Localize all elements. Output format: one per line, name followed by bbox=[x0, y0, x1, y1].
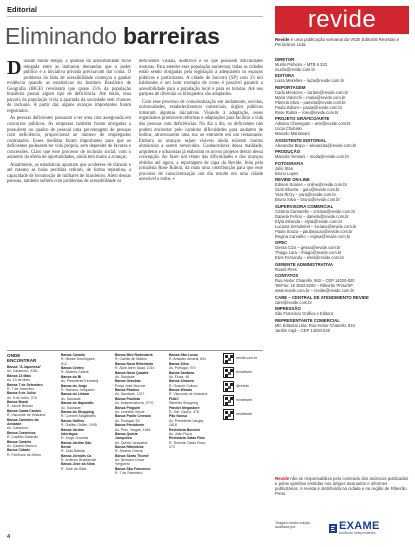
newsstand-entry bbox=[115, 423, 155, 432]
newsstand-name: Banca Jornalis Ca bbox=[61, 453, 92, 458]
newsstand-entry bbox=[115, 406, 155, 415]
newsstand-name: Banca Santo Thomé bbox=[115, 453, 149, 458]
staff-member: Bruno Lopes bbox=[275, 170, 299, 176]
newsstand-name: Banca Cidade bbox=[7, 448, 31, 453]
section-rule bbox=[7, 16, 263, 17]
newsstand-entry bbox=[7, 383, 47, 392]
staff-role: PROJETO GRÁFICO/ARTE bbox=[275, 116, 330, 121]
newsstand-entry bbox=[61, 462, 101, 471]
exame-text-block bbox=[339, 521, 380, 535]
newsstand-entry bbox=[61, 353, 101, 366]
disclaimer bbox=[275, 476, 409, 496]
newsstand-address: Av. Senador César Vergueiro bbox=[115, 458, 145, 467]
paragraph-text: Com esse processo de conscientização em andamento, escolas, universidades, estabelecimentos comerciais, órgãos públicos tomaram algumas iniciativas. Visando à adaptação, esses organismos promovem reformas e adaptações para facilitar a vida das pessoas com deficiências. No dia a dia, os deficientes não podem encontrar pelo caminho dificuldades para andarem de ônibus, atravessarem uma rua ou entrarem em um restaurante. Embora os avanços sejam visíveis ainda existem muitos obstáculos a serem removidos. Conhecedores dessa realidade, arquitetos e urbanistas já elaboram os novos projetos dentro dessa concepção. Ao fazer um relato das dificuldades e dos avanços obtidos até agora, a reportagem de capa da Revide, feita pela jornalista Rose Rubini, dá mais uma contribuição para que esse processo de conscientização um dia resulte em uma cidade acessível a todos. bbox=[139, 99, 263, 183]
qr-label: revideweb bbox=[236, 370, 252, 375]
where-title: ONDE ENCONTRAR bbox=[7, 353, 37, 363]
newsstand-entry bbox=[7, 431, 47, 440]
newsstand-name: Banca Quinta Junqueira bbox=[115, 432, 138, 441]
newsstand-entry bbox=[115, 371, 155, 380]
staff-role: IMPRESSÃO bbox=[275, 306, 301, 311]
staff-role: FOTOGRAFIA bbox=[275, 160, 304, 166]
staff-member: Carla Menezes – carlam@revide.com.br bbox=[275, 89, 349, 95]
newsstand-entry bbox=[169, 428, 209, 437]
newsstand-entry bbox=[7, 365, 47, 374]
article-headline bbox=[5, 24, 267, 49]
page-number: 4 bbox=[7, 534, 11, 540]
staff-member: Marcela Versiani – moda@revide.com.br bbox=[275, 154, 350, 159]
newsstand-address: Ribeirão Shopping bbox=[169, 401, 198, 406]
newsstand-entry bbox=[115, 467, 155, 476]
newsstand-address: R. Álvares Cabral bbox=[61, 370, 89, 375]
staff-member: Paula Zuliani – paula@revide.com.br bbox=[275, 104, 343, 110]
staff-role: REPRESENTANTE COMERCIAL bbox=[275, 317, 340, 323]
newsstand-name: Pandor Megastore bbox=[169, 405, 200, 410]
qr-item[interactable] bbox=[223, 367, 263, 378]
newsstand-entry bbox=[115, 445, 155, 454]
headline-light: Eliminando bbox=[5, 23, 117, 49]
newsstand-entry bbox=[169, 436, 209, 449]
qr-code-icon[interactable] bbox=[223, 367, 234, 378]
footer bbox=[275, 521, 409, 535]
article-column-2 bbox=[139, 59, 263, 187]
article-paragraph: As pessoas deficientes passaram a ter uma cota assegurada em concursos públicos. As empresas também foram obrigadas a possuírem no quadro de pessoal uma porcentagem de pessoas com deficiência, proporcional ao número de empregados contratados. Esses medidas foram importantes para que os deficientes pudessem ter vida própria, sem depender de favores e concessões. Claro que esse processo de inclusão social, com o aumento da oferta de oportunidades, ainda tem muito a avançar. bbox=[7, 116, 131, 161]
disclaimer-bold: Revide bbox=[275, 476, 290, 481]
staff-member: Gutti Silveira – guto@revide.com.br bbox=[275, 187, 340, 192]
newsstand-address: Av. Portugal, 974 bbox=[169, 366, 196, 371]
where-list bbox=[7, 365, 47, 457]
newsstand-name: Banca do Shopping bbox=[61, 409, 94, 414]
signoff-mark: ▪ bbox=[172, 177, 175, 183]
newsstand-entry bbox=[169, 362, 209, 371]
newsstand-entry bbox=[61, 392, 101, 401]
staff-role: GERENTE ADMINISTRATIVA bbox=[275, 261, 333, 267]
newsstand-address: Av. Caramuru, 2181 bbox=[7, 369, 38, 374]
staff-member: Murilo Pinheiro – MTB 6.333 bbox=[275, 61, 327, 67]
newsstand-entry bbox=[61, 401, 101, 410]
newsstand-address: Av. Caramuru bbox=[7, 426, 29, 431]
qr-label: revide.com.br bbox=[236, 356, 258, 361]
staff-role: REPORTAGEM bbox=[275, 84, 306, 90]
where-column bbox=[169, 353, 209, 476]
newsstand-address: R. Mariana Junqueira bbox=[61, 387, 95, 392]
newsstand-entry bbox=[115, 353, 155, 362]
newsstand-name: Banca Centro bbox=[61, 366, 84, 371]
newsstand-address: Av. Leonildo Veloni bbox=[115, 409, 145, 414]
newsstand-entry bbox=[115, 362, 155, 371]
newsstand-address: R. José da Silva bbox=[61, 466, 87, 471]
staff-member: Adriano Chiaregato – arte@revide.com.br bbox=[275, 121, 351, 126]
exame-subtitle: Auditores Independentes bbox=[339, 531, 376, 535]
qr-item[interactable] bbox=[223, 395, 263, 406]
newsstand-entry bbox=[115, 454, 155, 467]
where-list bbox=[169, 353, 209, 449]
staff-role: CONTATOS bbox=[275, 273, 299, 278]
newsstand-name: Revistaria Catas Rios bbox=[169, 436, 205, 441]
newsstand-name: Banca São Lucas bbox=[169, 353, 198, 357]
qr-label: @revide bbox=[236, 384, 250, 389]
newsstand-entry bbox=[169, 406, 209, 415]
qr-label: revideweb bbox=[236, 412, 252, 417]
newsstand-address: R. Jorge Gouveia bbox=[61, 436, 89, 441]
newsstand-name: Banca Ponto Cerrado bbox=[115, 414, 151, 419]
newsstand-name: Banca Cravinhos bbox=[7, 430, 36, 435]
masthead-intro-bold: Revide bbox=[275, 37, 290, 42]
newsstand-entry bbox=[61, 375, 101, 384]
newsstand-address: R. Coronel Magalhães bbox=[61, 414, 96, 419]
where-column bbox=[115, 353, 155, 476]
newsstand-address: Av. Saudade bbox=[61, 405, 81, 410]
newsstand-address: R. João Batista bbox=[61, 449, 85, 454]
newsstand-name: Banca Paraíso bbox=[115, 388, 140, 393]
newsstand-name: Banca 9 de Julho bbox=[7, 391, 36, 396]
newsstand-name: Banca Santana bbox=[169, 370, 195, 375]
newsstand-name: Revistaria Bonomi bbox=[169, 427, 200, 432]
qr-column bbox=[223, 353, 263, 476]
section-header bbox=[7, 5, 263, 17]
staff-member: Bruno Silva – bruno@revide.com.br bbox=[275, 197, 340, 202]
newsstand-address: R. Nestor Domingues, 812 bbox=[61, 357, 96, 366]
newsstand-address: Av. Presidente Kennedy bbox=[61, 379, 99, 384]
revide-logo bbox=[275, 6, 409, 34]
staff-member: Alexandra Bispo – alexandra@revide.com.br bbox=[275, 142, 357, 148]
article-column-1 bbox=[7, 59, 131, 187]
newsstand-name: Banca do Bi bbox=[61, 374, 82, 379]
newsstand-entry bbox=[61, 454, 101, 463]
staff-member: Jardim Irajá – CEP 14020-520 bbox=[275, 327, 330, 333]
newsstand-name: Banca Canta Cantos bbox=[7, 408, 42, 413]
staff-member: Luciana Semoleiret – luciana@revide.com.br bbox=[275, 223, 357, 229]
staff-member: Roseli Pires bbox=[275, 266, 297, 272]
headline-bold: barreiras bbox=[123, 23, 220, 49]
newsstand-name: Banca Cavalio bbox=[61, 353, 85, 357]
newsstand-address: R. Florêncio de Abreu bbox=[7, 452, 41, 457]
newsstand-entry bbox=[7, 448, 47, 457]
newsstand-address: Av. 9 de Julho, 378 bbox=[7, 395, 37, 400]
newsstand-name: Pão Nossa bbox=[169, 414, 187, 419]
where-list bbox=[115, 353, 155, 476]
newsstand-address: R. Gal. Osório, 376 bbox=[169, 409, 199, 414]
newsstand-entry bbox=[169, 379, 209, 388]
newsstand-name: Banca do Lisboa bbox=[61, 392, 90, 397]
staff-member: Pâmela Silva – pamela@revide.com.br bbox=[275, 99, 346, 105]
newsstand-address: Av. Castelo Branco bbox=[7, 443, 37, 448]
newsstand-address: R. Álvares Cabral bbox=[115, 449, 143, 454]
newsstand-address: R. Grande Cultura bbox=[169, 383, 198, 388]
newsstand-address: Av. Saudade bbox=[115, 374, 135, 379]
newsstand-name: Banca Nova Ribeirânia bbox=[115, 361, 153, 366]
newsstand-entry bbox=[7, 374, 47, 383]
newsstand-address: R. 7 de Setembro bbox=[115, 471, 143, 476]
newsstand-entry bbox=[7, 440, 47, 449]
newsstand-address: R. Visconde de Inhaúma bbox=[7, 413, 46, 418]
newsstand-address: Av. João Fiúza bbox=[169, 431, 192, 436]
staff-member: Elyta Miranda – elyta@revide.com.br bbox=[275, 218, 343, 224]
staff-member: www.revide.com.br – revide@revide.com.br bbox=[275, 288, 355, 293]
newsstand-entry bbox=[7, 409, 47, 418]
staff-member: Gessa Cizo – gessa@revide.com.br bbox=[275, 245, 341, 250]
where-list bbox=[61, 353, 101, 471]
staff-member: Julio Stan bbox=[275, 165, 293, 171]
disclaimer-text: não se responsabiliza pelo conteúdo dos anúncios publicados e pelas opiniões emitidas nos artigos assinados e informes publicitários. A revista é distribuída na cidade e na região de Ribeirão Preto. bbox=[275, 476, 409, 497]
qr-label: revideweb bbox=[236, 398, 252, 403]
dropcap: D bbox=[7, 59, 22, 79]
qr-code-icon[interactable] bbox=[223, 353, 234, 364]
newsstand-name: Banca Ribeirânia bbox=[115, 445, 144, 450]
newsstand-address: Av. Pres. Vargas, 1446 bbox=[115, 427, 151, 432]
newsstand-name: Banca Mini Rodoviária bbox=[115, 353, 153, 357]
paragraph-text: urante muito tempo, a questão da acessibilidade ficou relegada entre as inúmeras demandas que o poder público e a iniciativa privada precisavam dar conta. O problema da falta de acessibilidade começou a ganhar evidência quando as estatísticas do Instituto Brasileiro de Geografia (IBGE) revelaram que quase 25% da população brasileira possui algum tipo de deficiência. Até então, essa parcela da população vivia à apartada da sociedade sem chances de inclusão. A partir daí, alguns avanços importantes foram registrados. bbox=[7, 59, 131, 114]
exame-name: EXAME bbox=[339, 520, 380, 532]
newsstand-name: Banca Paulista bbox=[115, 396, 140, 401]
newsstand-entry bbox=[7, 400, 47, 409]
newsstand-name: Banca Presidente bbox=[115, 423, 145, 428]
newsstand-entry bbox=[169, 414, 209, 427]
newsstand-name: Banca Woods bbox=[169, 388, 193, 393]
newsstand-address: R. Américo Brasiliense bbox=[61, 458, 97, 462]
newsstand-name: Banca Jardim Interlagos bbox=[61, 427, 84, 436]
newsstand-name: Banca Nova Quadra bbox=[115, 370, 149, 375]
newsstand-name: Banca Sinanen bbox=[169, 379, 195, 384]
staff-member: Rua Heitor Chiarello, 882 – CEP 14020-520 bbox=[275, 278, 355, 283]
where-to-find bbox=[7, 350, 263, 476]
staff-member: care@revide.com.br bbox=[275, 299, 312, 305]
newsstand-name: Banca 7 de Setembro bbox=[7, 382, 43, 387]
newsstand-entry bbox=[61, 366, 101, 375]
newsstand-address: Av. Quinto Junqueira bbox=[115, 440, 148, 445]
staff-member: Edinesi Soares – online@revide.com.br bbox=[275, 182, 347, 187]
newsstand-address: Av. Presidente Vargas, 1818 bbox=[169, 418, 205, 428]
newsstand-entry bbox=[61, 384, 101, 393]
newsstand-name: Banca Galileu bbox=[61, 418, 85, 423]
newsstand-address: R. Jacob Bertoni bbox=[7, 404, 33, 409]
qr-code-icon[interactable] bbox=[223, 409, 234, 420]
exame-logo-icon bbox=[329, 524, 337, 533]
newsstand-name: Banca Pinguim bbox=[115, 405, 141, 410]
staff-member: Elvis Fernando – elvis@revide.com.br bbox=[275, 255, 345, 260]
staff-role: CARE – CENTRAL DE ATENDIMENTO REVIDE bbox=[275, 294, 369, 300]
newsstand-entry bbox=[61, 419, 101, 428]
staff-list bbox=[275, 55, 409, 333]
staff-member: Yara Rizzy – yara@revide.com.br bbox=[275, 192, 336, 197]
newsstand-name: Banca 13 Mais bbox=[7, 373, 32, 378]
staff-role: EDITORA bbox=[275, 73, 295, 78]
staff-member: Mtc Editorial Ltda. Rua Heitor Chiarello, 844 bbox=[275, 322, 355, 328]
newsstand-name: Banca São Francisco bbox=[115, 466, 151, 471]
newsstand-address: R. Alice Além Saad, 1010 bbox=[115, 366, 155, 371]
newsstand-address: R. Galileu Galilei, 1005 bbox=[61, 423, 97, 428]
newsstand-name: Banca Brasil bbox=[7, 400, 29, 405]
newsstand-entry bbox=[7, 391, 47, 400]
newsstand-entry bbox=[7, 418, 47, 431]
qr-code-icon[interactable] bbox=[223, 395, 234, 406]
revide-logo-text: revide bbox=[307, 6, 377, 33]
newsstand-entry bbox=[115, 414, 155, 423]
newsstand-entry bbox=[115, 388, 155, 397]
staff-role: ASSISTENTE EDITORIAL bbox=[275, 137, 327, 143]
staff-member: Lúcia Chubiski bbox=[275, 126, 302, 131]
newsstand-name: Banca Silva bbox=[169, 361, 189, 366]
newsstand-name: Banca Caminho da Amizade bbox=[7, 417, 39, 426]
qr-item[interactable] bbox=[223, 409, 263, 420]
newsstand-name: Banca Castelo bbox=[7, 439, 32, 444]
staff-member: Regina Carvalho – regina@revide.com.br bbox=[275, 233, 351, 239]
circulation-note: Tiragem desta edição auditada por: bbox=[275, 521, 311, 530]
newsstand-entry bbox=[61, 441, 101, 454]
newsstand-address: Av. Saudade bbox=[61, 396, 81, 401]
newsstand-entry bbox=[115, 432, 155, 445]
masthead-intro-text: é uma publicação semanal da VIDE Editorial Revistas e Periódicos Ltda. bbox=[275, 37, 400, 48]
staff-role: DIRETOR bbox=[275, 56, 295, 62]
newsstand-name: Banca do Jorge bbox=[61, 383, 88, 388]
newsstand-entry bbox=[61, 410, 101, 419]
newsstand-entry bbox=[61, 428, 101, 441]
newsstand-entry bbox=[169, 371, 209, 380]
qr-item[interactable] bbox=[223, 381, 263, 392]
newsstand-name: Banca "A Japonesa" bbox=[7, 365, 42, 369]
article-body bbox=[7, 59, 263, 187]
newsstand-entry bbox=[169, 397, 209, 406]
newsstand-address: R. 7 de Setembro bbox=[7, 386, 35, 391]
newsstand-address: Av. Independência, 3770 bbox=[115, 401, 154, 406]
newsstand-entry bbox=[169, 353, 209, 362]
staff-member: murilo@revide.com.br bbox=[275, 66, 316, 72]
staff-member: Luiza Meirelles – luiza@revide.com.br bbox=[275, 78, 345, 83]
staff-role: REVIDE ON-LINE bbox=[275, 177, 310, 182]
staff-member: Marcelo Mantovani bbox=[275, 131, 310, 136]
article-paragraph bbox=[139, 100, 263, 183]
article-paragraph: deficientes visuais, auditivos e os que possuem dificuldades motoras. Para atender essa população numerosa, todas as cidades estão sendo obrigadas pela legislação a adequarem os espaços públicos e particulares. A cidade de Socorro (SP) com 33 mil habitantes é um bom exemplo de como é possível garantir a acessibilidade para a população local e para os turistas. Até nos parques de diversão os brinquedos são adaptados. bbox=[139, 59, 263, 98]
staff-member: Cristina Cantarella – cristina@revide.com.br bbox=[275, 208, 356, 214]
where-column bbox=[61, 353, 101, 476]
staff-member: Thiago Lara – thiago@revide.com.br bbox=[275, 250, 342, 255]
article-paragraph: Atualmente, as estatísticas apontam que acidentes de trânsito e até mesmo as balas perdidas retiram, de forma repentina, a capacidade de locomoção de milhares de brasileiros. Além dessas pessoas, também sofrem com problemas de acessibilidade os bbox=[7, 162, 131, 185]
staff-member: Daniela Felício – daniela@revide.com.br bbox=[275, 213, 349, 219]
staff-member: São Francisco Gráfica e Editora bbox=[275, 311, 334, 316]
exame-badge bbox=[329, 521, 409, 535]
staff-member: Rose Rubini – rose@revide.com.br bbox=[275, 109, 339, 115]
newsstand-address: Av. 13 de Maio bbox=[7, 378, 31, 383]
article-paragraph bbox=[7, 59, 131, 114]
staff-member: Tel/Fax: 16 3602.5200 – Ribeirão Preto/SP bbox=[275, 283, 353, 288]
newsstand-name: Banca Jardim São Bento bbox=[61, 440, 92, 449]
newsstand-entry bbox=[169, 388, 209, 397]
masthead-intro bbox=[275, 37, 409, 47]
qr-item[interactable] bbox=[223, 353, 263, 364]
newsstand-address: Av. Fiúza, 48 bbox=[169, 374, 190, 379]
newsstand-entry bbox=[115, 379, 155, 388]
newsstand-name: Banca do Napoleão bbox=[61, 401, 94, 406]
staff-member: Maria Vidocchi – maria@revide.com.br bbox=[275, 94, 346, 100]
newsstand-address: R. Amadeu Amaral, 694 bbox=[169, 357, 206, 362]
newsstand-address: Praça José Morone bbox=[115, 383, 146, 388]
newsstand-address: R. Tenente Catão Roxo, 274 bbox=[169, 440, 207, 449]
newsstand-address: R. Capitão Salomão bbox=[7, 435, 39, 440]
where-grid bbox=[7, 353, 263, 476]
newsstand-address: R. Camilo de Mattos bbox=[115, 357, 147, 362]
staff-role: OPEC bbox=[275, 240, 288, 245]
newsstand-address: Av. Portugal, 63 bbox=[115, 418, 140, 423]
newsstand-name: FNAC bbox=[169, 396, 179, 401]
staff-role: SUPERVISORA COMERCIAL bbox=[275, 203, 334, 209]
qr-code-icon[interactable] bbox=[223, 381, 234, 392]
newsstand-address: R. Visconde de Inhaúma bbox=[169, 392, 208, 397]
newsstand-name: Banca José da Silva bbox=[61, 462, 95, 467]
newsstand-address: Av. Saudade, 1227 bbox=[115, 392, 145, 397]
newsstand-name: Banca Oracilda bbox=[115, 379, 141, 384]
staff-member: Paula Souza – paulasouza@revide.com.br bbox=[275, 228, 353, 234]
newsstand-entry bbox=[115, 397, 155, 406]
staff-role: PRODUÇÃO bbox=[275, 149, 301, 154]
section-label: Editorial bbox=[7, 5, 38, 14]
where-column bbox=[7, 353, 47, 476]
